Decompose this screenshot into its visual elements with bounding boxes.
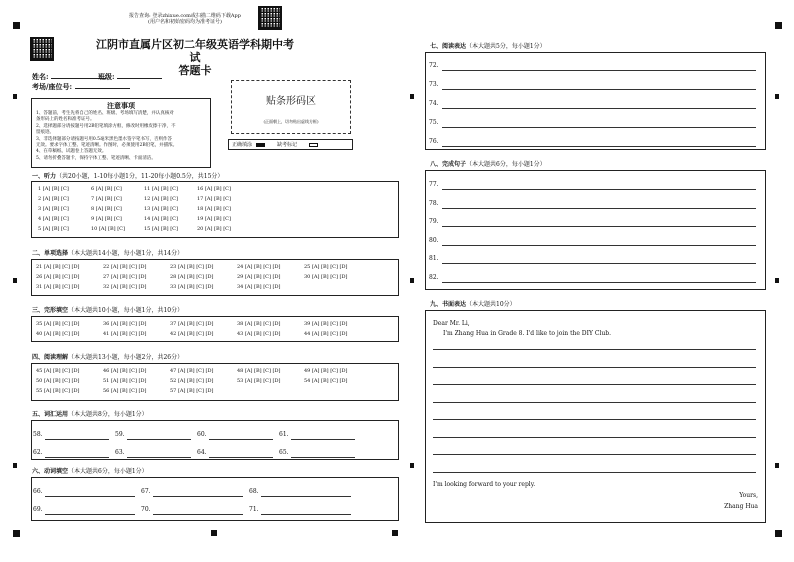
- absent-box-icon[interactable]: [309, 143, 318, 147]
- single-choice-item[interactable]: 31 [A] [B] [C] [D]: [36, 284, 80, 290]
- alignment-mark: [775, 530, 782, 537]
- sentence-answer-line[interactable]: [442, 208, 756, 209]
- alignment-mark: [410, 278, 414, 283]
- cloze-choice-item[interactable]: 43 [A] [B] [C] [D]: [237, 331, 281, 337]
- letter-closing: I'm looking forward to your reply.: [433, 481, 536, 488]
- cloze-choice-item[interactable]: 40 [A] [B] [C] [D]: [36, 331, 80, 337]
- vocab-answer-line[interactable]: [209, 457, 273, 458]
- reading-choice-item[interactable]: 56 [A] [B] [C] [D]: [103, 388, 147, 394]
- class-field[interactable]: [98, 72, 162, 82]
- single-choice-item[interactable]: 26 [A] [B] [C] [D]: [36, 274, 80, 280]
- note-item: 无效。要求字体工整、笔迹清晰。作图时，必须使用2B铅笔，并描浓。: [36, 143, 178, 149]
- reading-choice-item[interactable]: 51 [A] [B] [C] [D]: [103, 378, 147, 384]
- vocab-number: 59.: [115, 431, 125, 438]
- reading-choice-item[interactable]: 57 [A] [B] [C] [D]: [170, 388, 214, 394]
- room-label: 考场/座位号:: [32, 82, 73, 91]
- listening-choice[interactable]: 2 [A] [B] [C]: [38, 196, 69, 202]
- section-vocab-header: 五、词汇运用（本大题共8分，每小题1分）: [32, 411, 148, 418]
- single-choice-item[interactable]: 29 [A] [B] [C] [D]: [237, 274, 281, 280]
- barcode-label: 贴条形码区: [266, 96, 316, 107]
- single-choice-item[interactable]: 30 [A] [B] [C] [D]: [304, 274, 348, 280]
- qr-code-icon: [30, 37, 54, 61]
- vocab-answer-line[interactable]: [127, 439, 191, 440]
- sentence-number: 78.: [429, 199, 439, 207]
- room-field[interactable]: [32, 82, 130, 92]
- listening-choice[interactable]: 6 [A] [B] [C]: [91, 186, 122, 192]
- section-reading-expr-header: 七、阅读表达（本大题共5分，每小题1分）: [430, 43, 546, 50]
- listening-choice[interactable]: 11 [A] [B] [C]: [144, 186, 178, 192]
- reading-expr-answer-line[interactable]: [442, 127, 756, 128]
- single-choice-item[interactable]: 23 [A] [B] [C] [D]: [170, 264, 214, 270]
- verb-answer-line[interactable]: [261, 496, 351, 497]
- letter-sign-name: Zhang Hua: [724, 503, 758, 510]
- reading-choice-item[interactable]: 55 [A] [B] [C] [D]: [36, 388, 80, 394]
- alignment-mark: [410, 94, 414, 99]
- sentence-number: 81.: [429, 255, 439, 262]
- note-item: 5、请勿折叠答题卡，保持字体工整、笔迹清晰、卡面清洁。: [36, 155, 156, 161]
- writing-answer-line[interactable]: [433, 472, 756, 473]
- alignment-mark: [13, 94, 17, 99]
- section-listening-header: 一、听力（共20小题，1-10每小题1分，11-20每小题0.5分，共15分）: [32, 173, 224, 180]
- qr-code-icon: [258, 6, 282, 30]
- single-choice-item[interactable]: 27 [A] [B] [C] [D]: [103, 274, 147, 280]
- listening-choice[interactable]: 5 [A] [B] [C]: [38, 226, 69, 232]
- alignment-mark: [13, 463, 17, 468]
- section-single-choice-header: 二、单项选择（本大题共14小题，每小题1分，共14分）: [32, 250, 184, 257]
- sentence-answer-line[interactable]: [442, 245, 756, 246]
- sentence-number: 79.: [429, 218, 439, 225]
- reading-expr-answer-line[interactable]: [442, 108, 756, 109]
- vocab-answer-line[interactable]: [209, 439, 273, 440]
- listening-choice[interactable]: 16 [A] [B] [C]: [197, 186, 231, 192]
- listening-choice[interactable]: 9 [A] [B] [C]: [91, 216, 122, 222]
- title-line-1: 江阴市直属片区初二年级英语学科期中考试: [96, 38, 294, 64]
- alignment-mark: [13, 22, 20, 29]
- writing-answer-line[interactable]: [433, 454, 756, 455]
- listening-choice[interactable]: 17 [A] [B] [C]: [197, 196, 231, 202]
- note-item: 4、在草稿纸、试题卷上答题无效。: [36, 149, 107, 155]
- cloze-choice-item[interactable]: 36 [A] [B] [C] [D]: [103, 321, 147, 327]
- listening-choice[interactable]: 10 [A] [B] [C]: [91, 226, 125, 232]
- single-choice-item[interactable]: 28 [A] [B] [C] [D]: [170, 274, 214, 280]
- cloze-choice-item[interactable]: 37 [A] [B] [C] [D]: [170, 321, 214, 327]
- title-line-2: 答题卡: [178, 64, 212, 77]
- section-writing-header: 九、书面表达（本大题共10分）: [430, 301, 516, 308]
- reading-expr-number: 72.: [429, 62, 439, 69]
- reading-expr-number: 73.: [429, 81, 439, 88]
- sentence-number: 82.: [429, 273, 439, 281]
- alignment-mark: [13, 278, 17, 283]
- sentence-answer-line[interactable]: [442, 282, 756, 283]
- verb-number: 69.: [33, 506, 43, 513]
- notes-heading: 注意事项: [107, 101, 135, 110]
- reading-choice-item[interactable]: 49 [A] [B] [C] [D]: [304, 368, 348, 374]
- listening-choice[interactable]: 4 [A] [B] [C]: [38, 216, 69, 222]
- sentence-answer-line[interactable]: [442, 263, 756, 264]
- vocab-number: 58.: [33, 431, 43, 438]
- name-field[interactable]: [32, 72, 106, 82]
- reading-expr-number: 75.: [429, 119, 439, 126]
- note-item: 3、非选择题部分请按题号用0.5毫米黑色墨水签字笔书写，否则作答: [36, 136, 173, 142]
- vocab-number: 65.: [279, 449, 289, 456]
- note-item: 留痕迹。: [36, 130, 54, 136]
- vocab-number: 64.: [197, 449, 207, 456]
- writing-answer-line[interactable]: [433, 349, 756, 350]
- reading-expr-number: 74.: [429, 100, 439, 107]
- cloze-choice-item[interactable]: 39 [A] [B] [C] [D]: [304, 321, 348, 327]
- barcode-note: (正面朝上，切勿贴出虚线方框): [263, 119, 319, 124]
- vocab-answer-line[interactable]: [45, 439, 109, 440]
- single-choice-item[interactable]: 25 [A] [B] [C] [D]: [304, 264, 348, 270]
- verb-number: 66.: [33, 488, 43, 495]
- sentence-number: 77.: [429, 181, 439, 188]
- vocab-box: [31, 420, 399, 460]
- alignment-mark: [775, 463, 779, 468]
- vocab-answer-line[interactable]: [45, 457, 109, 458]
- reading-choice-item[interactable]: 48 [A] [B] [C] [D]: [237, 368, 281, 374]
- listening-choice[interactable]: 12 [A] [B] [C]: [144, 196, 178, 202]
- sentence-box: [425, 170, 766, 290]
- cloze-choice-item[interactable]: 41 [A] [B] [C] [D]: [103, 331, 147, 337]
- verb-number: 67.: [141, 488, 151, 495]
- section-sentence-header: 八、完成句子（本大题共6分，每小题1分）: [430, 161, 546, 168]
- section-cloze-header: 三、完形填空（本大题共10小题，每小题1分，共10分）: [32, 307, 184, 314]
- listening-choice[interactable]: 15 [A] [B] [C]: [144, 226, 178, 232]
- listening-choice[interactable]: 18 [A] [B] [C]: [197, 206, 231, 212]
- reading-choice-item[interactable]: 52 [A] [B] [C] [D]: [170, 378, 214, 384]
- sentence-answer-line[interactable]: [442, 189, 756, 190]
- writing-answer-line[interactable]: [433, 384, 756, 385]
- section-verb-header: 六、动词填空（本大题共6分，每小题1分）: [32, 468, 148, 475]
- single-choice-item[interactable]: 32 [A] [B] [C] [D]: [103, 284, 147, 290]
- verb-number: 70.: [141, 506, 151, 513]
- cloze-choice-item[interactable]: 42 [A] [B] [C] [D]: [170, 331, 214, 337]
- verb-answer-line[interactable]: [153, 514, 243, 515]
- reading-choice-item[interactable]: 45 [A] [B] [C] [D]: [36, 368, 80, 374]
- listening-choice[interactable]: 19 [A] [B] [C]: [197, 216, 231, 222]
- writing-answer-line[interactable]: [433, 437, 756, 438]
- alignment-mark: [392, 530, 398, 536]
- fill-legend: [228, 139, 353, 150]
- cloze-choice-item[interactable]: 44 [A] [B] [C] [D]: [304, 331, 348, 337]
- reading-expr-number: 76.: [429, 138, 439, 145]
- sentence-answer-line[interactable]: [442, 226, 756, 227]
- letter-opening: I'm Zhang Hua in Grade 8. I'd like to join the DIY Club.: [443, 330, 611, 337]
- vocab-number: 61.: [279, 431, 289, 438]
- filled-box-icon: [256, 143, 265, 147]
- note-item: 1、答题前，考生先将自己的姓名、班级、考场填写清楚，并认真核对: [36, 111, 174, 116]
- reading-choice-item[interactable]: 50 [A] [B] [C] [D]: [36, 378, 80, 384]
- listening-choice[interactable]: 7 [A] [B] [C]: [91, 196, 122, 202]
- cloze-box: [31, 316, 399, 342]
- single-choice-item[interactable]: 21 [A] [B] [C] [D]: [36, 264, 80, 270]
- reading-expr-answer-line[interactable]: [442, 146, 756, 147]
- reading-expr-answer-line[interactable]: [442, 70, 756, 71]
- report-line-1: 报告查询: 登录zhixue.com或扫描二维码下载App: [129, 13, 241, 19]
- section-reading-header: 四、阅读理解（本大题共13小题，每小题2分，共26分）: [32, 354, 184, 361]
- alignment-mark: [775, 22, 782, 29]
- barcode-area: [231, 80, 351, 134]
- writing-answer-line[interactable]: [433, 419, 756, 420]
- alignment-mark: [211, 530, 217, 536]
- vocab-number: 60.: [197, 431, 207, 438]
- listening-choice[interactable]: 20 [A] [B] [C]: [197, 226, 231, 232]
- letter-greeting: Dear Mr. Li,: [433, 320, 470, 327]
- cloze-choice-item[interactable]: 35 [A] [B] [C] [D]: [36, 321, 80, 327]
- alignment-mark: [775, 278, 779, 283]
- sentence-number: 80.: [429, 236, 439, 244]
- verb-answer-line[interactable]: [261, 514, 351, 515]
- notes-list: [36, 111, 206, 162]
- reading-choice-item[interactable]: 46 [A] [B] [C] [D]: [103, 368, 147, 374]
- verb-answer-line[interactable]: [45, 514, 135, 515]
- note-item: 条形码上的姓名和准考证号。: [36, 117, 95, 123]
- single-choice-item[interactable]: 24 [A] [B] [C] [D]: [237, 264, 281, 270]
- single-choice-item[interactable]: 22 [A] [B] [C] [D]: [103, 264, 147, 270]
- vocab-answer-line[interactable]: [291, 457, 355, 458]
- verb-answer-line[interactable]: [153, 496, 243, 497]
- notes-box: [31, 98, 211, 168]
- verb-answer-line[interactable]: [45, 496, 135, 497]
- vocab-number: 63.: [115, 449, 125, 456]
- reading-expr-box: [425, 52, 766, 150]
- class-label: 班级:: [98, 72, 115, 81]
- listening-choice[interactable]: 3 [A] [B] [C]: [38, 206, 69, 212]
- reading-expr-answer-line[interactable]: [442, 89, 756, 90]
- alignment-mark: [13, 530, 20, 537]
- listening-choice[interactable]: 8 [A] [B] [C]: [91, 206, 122, 212]
- listening-choice[interactable]: 1 [A] [B] [C]: [38, 186, 69, 192]
- note-item: 2、选择题部分请按题号用2B铅笔填涂方框，修改时用橡皮擦干净，不: [36, 123, 176, 129]
- letter-sign-yours: Yours,: [739, 492, 758, 499]
- report-info: [115, 13, 255, 25]
- alignment-mark: [410, 463, 414, 468]
- report-line-2: (用户名和初始密码均为准考证号): [148, 19, 222, 25]
- single-choice-item[interactable]: 34 [A] [B] [C] [D]: [237, 284, 281, 290]
- correct-fill-label: 正确填涂: [232, 142, 253, 148]
- vocab-answer-line[interactable]: [127, 457, 191, 458]
- writing-answer-line[interactable]: [433, 402, 756, 403]
- reading-choice-item[interactable]: 54 [A] [B] [C] [D]: [304, 378, 348, 384]
- absent-mark-label: 缺考标记: [277, 142, 298, 148]
- verb-number: 68.: [249, 488, 259, 495]
- reading-choice-item[interactable]: 53 [A] [B] [C] [D]: [237, 378, 281, 384]
- single-choice-item[interactable]: 33 [A] [B] [C] [D]: [170, 284, 214, 290]
- cloze-choice-item[interactable]: 38 [A] [B] [C] [D]: [237, 321, 281, 327]
- verb-number: 71.: [249, 506, 259, 513]
- vocab-answer-line[interactable]: [291, 439, 355, 440]
- listening-choice[interactable]: 14 [A] [B] [C]: [144, 216, 178, 222]
- name-label: 姓名:: [32, 72, 49, 81]
- reading-choice-item[interactable]: 47 [A] [B] [C] [D]: [170, 368, 214, 374]
- vocab-number: 62.: [33, 449, 43, 456]
- writing-answer-line[interactable]: [433, 367, 756, 368]
- listening-choice[interactable]: 13 [A] [B] [C]: [144, 206, 178, 212]
- alignment-mark: [775, 94, 779, 99]
